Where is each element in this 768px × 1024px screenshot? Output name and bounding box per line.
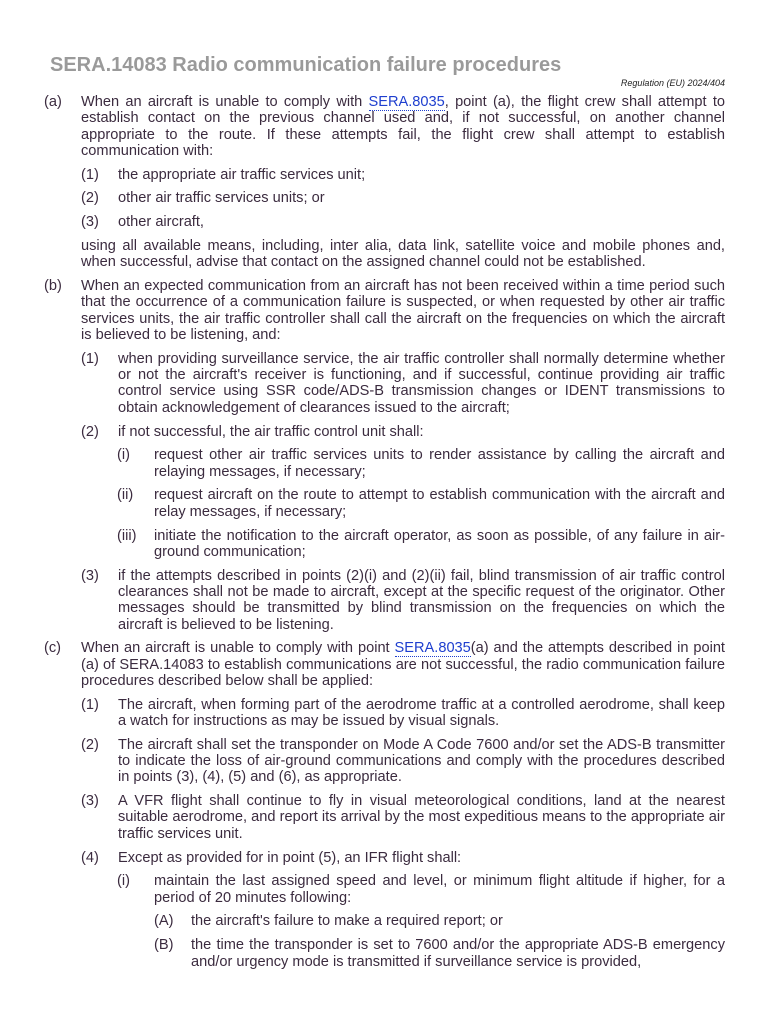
sub-list-item: [117, 527, 725, 561]
item-label: (1): [81, 350, 99, 367]
item-text: other aircraft,: [118, 214, 204, 231]
document-body: [0, 94, 768, 970]
sera-8035-link[interactable]: SERA.8035: [394, 640, 471, 657]
item-text: initiate the notification to the aircraft operator, as soon as possible, of any failure in air-ground communication;: [154, 527, 725, 560]
sub-list-item: [117, 873, 725, 906]
sub-sub-list-item: [154, 937, 725, 970]
item-text: Except as provided for in point (5), an IFR flight shall:: [118, 849, 462, 866]
sera-8035-link[interactable]: SERA.8035: [368, 94, 445, 110]
paragraph-text: When an expected communication from an aircraft has not been received within a time period such that the occurrence of a communication failure is suspected, or when requested by other air traffic services units, the air traffic controller shall call the aircraft on the frequencies on which the aircraft is believed to be listening, and:: [81, 278, 725, 344]
item-label: (1): [81, 696, 99, 713]
section-title: SERA.14083 Radio communication failure procedures: [50, 54, 562, 76]
paragraph-label: (a): [44, 94, 62, 110]
list-item: [81, 696, 725, 730]
item-label: (i): [117, 873, 130, 890]
item-label: (3): [81, 793, 99, 810]
item-label: (2): [81, 736, 99, 753]
item-text: the time the transponder is set to 7600 and/or the appropriate ADS-B emergency and/or urgency mode is transmitted if surveillance service is provided,: [191, 937, 725, 970]
list-item: [81, 190, 725, 207]
item-text: request aircraft on the route to attempt to establish communication with the aircraft and relay messages, if necessary;: [154, 487, 725, 520]
item-text: if the attempts described in points (2)(i) and (2)(ii) fail, blind transmission of air traffic control clearances shall not be made to aircraft, except at the specific request of the originator. Other messages should be transmitted by blind transmission on the frequencies on which the aircraft is believed to be listening.: [118, 567, 725, 633]
item-text: the appropriate air traffic services unit;: [118, 166, 366, 183]
item-label: (2): [81, 423, 99, 440]
paragraph-c: [44, 640, 725, 689]
item-text: when providing surveillance service, the air traffic controller shall normally determine whether or not the aircraft's receiver is functioning, and if successful, continue providing air traffic control service using SSR code/ADS-B transmission changes or IDENT transmissions to obtain acknowledgement of clearances issued to the aircraft;: [118, 350, 725, 416]
item-label: (A): [154, 913, 174, 930]
sub-list-item: [117, 487, 725, 520]
list-item: [81, 166, 725, 183]
item-text: maintain the last assigned speed and level, or minimum flight altitude if higher, for a period of 20 minutes following:: [154, 873, 725, 906]
list-item: [81, 567, 725, 633]
list-item: [81, 350, 725, 416]
list-item: [81, 736, 725, 786]
paragraph-text: (a) and the attempts described in point (a) of SERA.14083 to establish communications are not successful, the radio communication failure procedures described below shall be applied:: [81, 640, 725, 689]
sub-sub-list-item: [154, 913, 725, 930]
item-label: (4): [81, 849, 99, 866]
paragraph-a-tail: using all available means, including, inter alia, data link, satellite voice and mobile phones and, when successful, advise that contact on the assigned channel could not be established.: [81, 238, 725, 271]
regulation-reference: Regulation (EU) 2024/404: [620, 78, 725, 88]
list-item: [81, 793, 725, 842]
item-text: The aircraft shall set the transponder on Mode A Code 7600 and/or set the ADS-B transmitter to indicate the loss of air-ground communications and comply with the procedures described in points (3), (4), (5) and (6), as appropriate.: [118, 736, 725, 786]
item-text: other air traffic services units; or: [118, 190, 325, 207]
item-label: (B): [154, 937, 174, 954]
item-text: A VFR flight shall continue to fly in visual meteorological conditions, land at the nearest suitable aerodrome, and report its arrival by the most expeditious means to the appropriate air traffic services unit.: [118, 793, 725, 842]
paragraph-text: When an aircraft is unable to comply with point: [81, 640, 395, 657]
item-label: (3): [81, 214, 99, 231]
item-text: the aircraft's failure to make a required report; or: [191, 913, 503, 930]
item-label: (1): [81, 166, 99, 183]
list-item: [81, 849, 725, 866]
item-text: if not successful, the air traffic control unit shall:: [118, 423, 424, 440]
item-label: (ii): [117, 487, 134, 504]
sub-list-item: [117, 447, 725, 480]
item-label: (2): [81, 190, 99, 207]
paragraph-a: [44, 94, 725, 159]
list-item: [81, 214, 725, 231]
paragraph-label: (b): [44, 278, 62, 295]
item-label: (iii): [117, 527, 137, 544]
paragraph-text: , point (a), the flight crew shall attempt to establish contact on the previous channel used and, if not successful, on another channel appropriate to the route. If these attempts fail, the flight crew shall attempt to establish communication with:: [81, 94, 725, 159]
item-text: request other air traffic services units to render assistance by calling the aircraft and relaying messages, if necessary;: [154, 447, 725, 480]
item-label: (3): [81, 567, 99, 584]
list-item: [81, 423, 725, 440]
item-label: (i): [117, 447, 130, 464]
item-text: The aircraft, when forming part of the aerodrome traffic at a controlled aerodrome, shall keep a watch for instructions as may be issued by visual signals.: [118, 696, 725, 729]
paragraph-label: (c): [44, 640, 62, 657]
paragraph-b: [44, 278, 725, 344]
paragraph-text: When an aircraft is unable to comply with: [81, 94, 369, 110]
